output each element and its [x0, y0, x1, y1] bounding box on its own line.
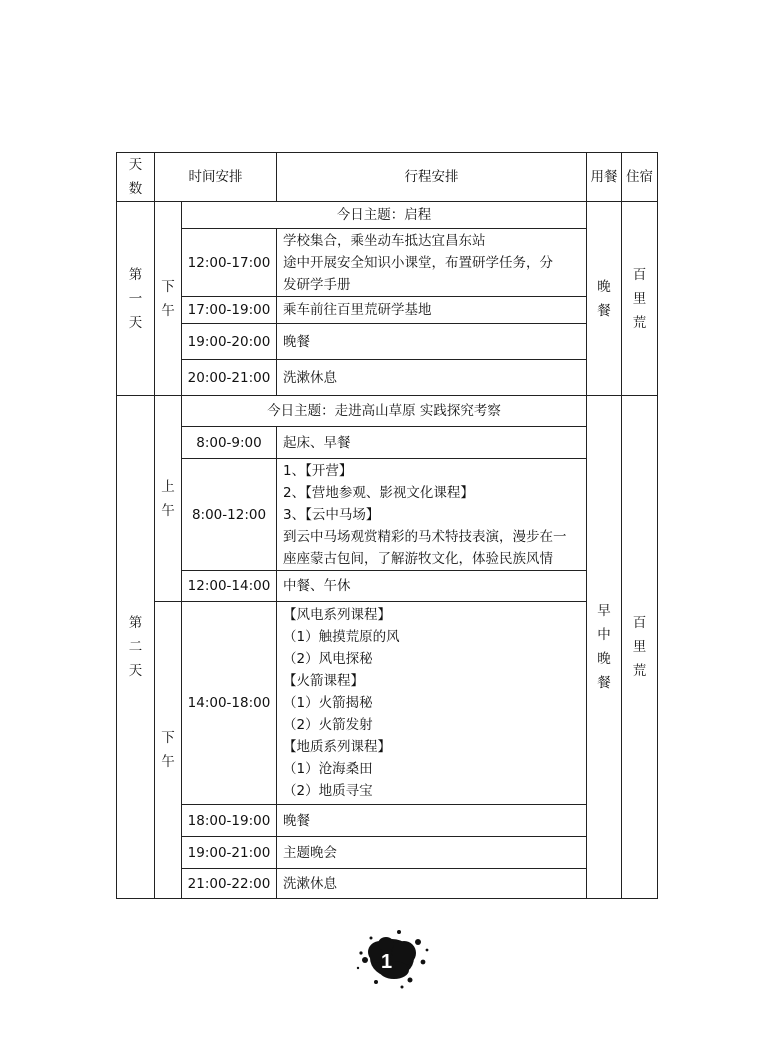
activity-cell: 洗漱休息 — [277, 869, 587, 899]
day2-period-pm: 下 午 — [155, 602, 182, 899]
time-cell: 8:00-12:00 — [182, 459, 277, 571]
activity-cell: 起床、早餐 — [277, 427, 587, 459]
day1-meal: 晚 餐 — [587, 202, 622, 396]
header-day: 天 数 — [117, 153, 155, 202]
header-itinerary: 行程安排 — [277, 153, 587, 202]
activity-cell: 中餐、午休 — [277, 571, 587, 602]
time-cell: 18:00-19:00 — [182, 805, 277, 837]
page-number-badge — [352, 922, 432, 992]
time-cell: 14:00-18:00 — [182, 602, 277, 805]
page-number: 1 — [381, 951, 393, 973]
day2-lodging: 百 里 荒 — [622, 396, 658, 899]
table-row — [117, 360, 658, 396]
table-row — [117, 229, 658, 297]
activity-cell: 【风电系列课程】 （1）触摸荒原的风 （2）风电探秘 【火箭课程】 （1）火箭揭秘 （2）火箭发射 【地质系列课程】 （1）沧海桑田 （2）地质寻宝 — [277, 602, 587, 805]
activity-cell: 1、【开营】 2、【营地参观、影视文化课程】 3、【云中马场】 到云中马场观赏精彩的马术特技表演，漫步在一 座座蒙古包间，了解游牧文化，体验民族风情 — [277, 459, 587, 571]
day2-period-am: 上 午 — [155, 396, 182, 602]
table-row — [117, 805, 658, 837]
header-meal: 用餐 — [587, 153, 622, 202]
day2-theme: 今日主题：走进高山草原 实践探究考察 — [182, 396, 587, 427]
table-row — [117, 324, 658, 360]
time-cell: 21:00-22:00 — [182, 869, 277, 899]
time-cell: 19:00-21:00 — [182, 837, 277, 869]
table-row — [117, 427, 658, 459]
activity-cell: 晚餐 — [277, 324, 587, 360]
time-cell: 17:00-19:00 — [182, 297, 277, 324]
table-row — [117, 297, 658, 324]
itinerary-table — [116, 152, 658, 899]
activity-cell: 洗漱休息 — [277, 360, 587, 396]
day2-label: 第 二 天 — [117, 396, 155, 899]
day1-label: 第 一 天 — [117, 202, 155, 396]
time-cell: 20:00-21:00 — [182, 360, 277, 396]
table-row — [117, 571, 658, 602]
table-row — [117, 459, 658, 571]
day1-theme: 今日主题：启程 — [182, 202, 587, 229]
day1-period-pm: 下 午 — [155, 202, 182, 396]
day2-meal: 早 中 晚 餐 — [587, 396, 622, 899]
day2-theme-row — [117, 396, 658, 427]
table-row — [117, 869, 658, 899]
time-cell: 12:00-17:00 — [182, 229, 277, 297]
activity-cell: 主题晚会 — [277, 837, 587, 869]
header-lodging: 住宿 — [622, 153, 658, 202]
table-row — [117, 837, 658, 869]
day1-lodging: 百 里 荒 — [622, 202, 658, 396]
activity-cell: 乘车前往百里荒研学基地 — [277, 297, 587, 324]
header-time: 时间安排 — [155, 153, 277, 202]
activity-cell: 晚餐 — [277, 805, 587, 837]
time-cell: 19:00-20:00 — [182, 324, 277, 360]
activity-cell: 学校集合，乘坐动车抵达宜昌东站 途中开展安全知识小课堂，布置研学任务，分 发研学手册 — [277, 229, 587, 297]
time-cell: 12:00-14:00 — [182, 571, 277, 602]
header-row — [117, 153, 658, 202]
day1-theme-row — [117, 202, 658, 229]
table-row — [117, 602, 658, 805]
time-cell: 8:00-9:00 — [182, 427, 277, 459]
